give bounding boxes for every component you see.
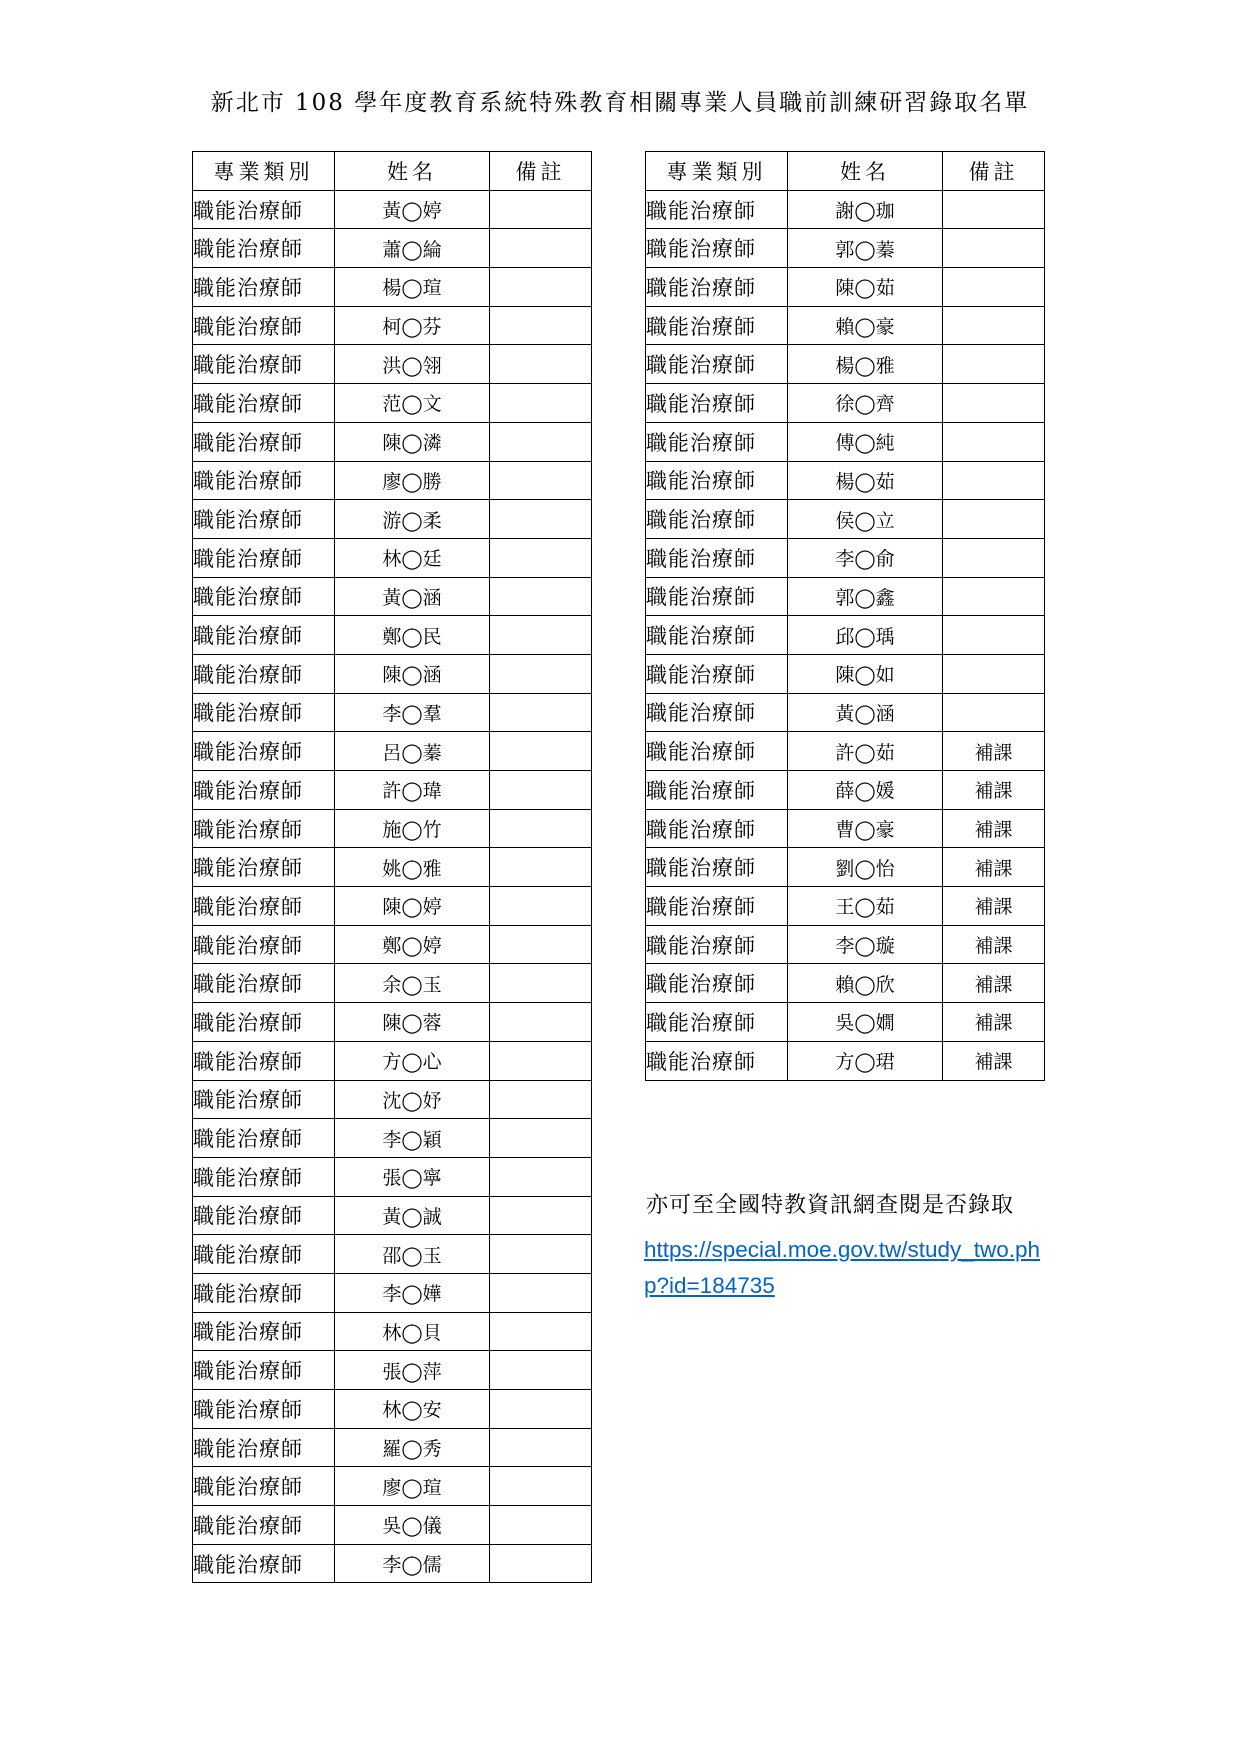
note-cell: [490, 693, 592, 732]
note-cell: [943, 306, 1045, 345]
note-cell: [490, 1312, 592, 1351]
table-row: [193, 1080, 592, 1119]
category-cell: 職能治療師: [193, 809, 335, 848]
note-cell: [490, 1544, 592, 1583]
table-row: [193, 577, 592, 616]
note-cell: [943, 345, 1045, 384]
table-row: [646, 229, 1045, 268]
header-category: 專業類別: [193, 152, 335, 191]
name-cell: 黃◯誠: [335, 1196, 490, 1235]
note-cell: 補課: [943, 964, 1045, 1003]
name-cell: 侯◯立: [788, 500, 943, 539]
note-cell: [490, 1467, 592, 1506]
name-cell: 賴◯豪: [788, 306, 943, 345]
category-cell: 職能治療師: [646, 500, 788, 539]
note-cell: [943, 268, 1045, 307]
note-cell: [490, 809, 592, 848]
note-cell: [490, 1506, 592, 1545]
table-row: [193, 1119, 592, 1158]
name-cell: 楊◯茹: [788, 461, 943, 500]
table-row: [646, 1003, 1045, 1042]
category-cell: 職能治療師: [193, 1003, 335, 1042]
note-cell: [490, 1351, 592, 1390]
category-cell: 職能治療師: [646, 538, 788, 577]
name-cell: 呂◯蓁: [335, 732, 490, 771]
name-cell: 薛◯媛: [788, 771, 943, 810]
name-cell: 郭◯鑫: [788, 577, 943, 616]
note-cell: [943, 538, 1045, 577]
category-cell: 職能治療師: [193, 190, 335, 229]
table-row: [193, 1351, 592, 1390]
name-cell: 羅◯秀: [335, 1428, 490, 1467]
table-row: [646, 422, 1045, 461]
category-cell: 職能治療師: [193, 771, 335, 810]
name-cell: 許◯瑋: [335, 771, 490, 810]
table-row: [193, 461, 592, 500]
header-notes: 備註: [490, 152, 592, 191]
table-row: [646, 964, 1045, 1003]
category-cell: 職能治療師: [646, 422, 788, 461]
name-cell: 柯◯芬: [335, 306, 490, 345]
table-row: [193, 1428, 592, 1467]
table-row: [193, 925, 592, 964]
name-cell: 廖◯勝: [335, 461, 490, 500]
note-cell: [490, 306, 592, 345]
table-row: [193, 1544, 592, 1583]
name-cell: 許◯茹: [788, 732, 943, 771]
name-cell: 曹◯豪: [788, 809, 943, 848]
name-cell: 游◯柔: [335, 500, 490, 539]
name-cell: 楊◯雅: [788, 345, 943, 384]
category-cell: 職能治療師: [193, 654, 335, 693]
table-row: [193, 1506, 592, 1545]
note-cell: [943, 693, 1045, 732]
category-cell: 職能治療師: [193, 1235, 335, 1274]
table-row: [646, 268, 1045, 307]
name-cell: 劉◯怡: [788, 848, 943, 887]
note-cell: 補課: [943, 887, 1045, 926]
table-row: [646, 190, 1045, 229]
name-cell: 楊◯瑄: [335, 268, 490, 307]
category-cell: 職能治療師: [193, 1312, 335, 1351]
table-header-row: [646, 152, 1045, 191]
roster-table-right: [645, 151, 1045, 1081]
name-cell: 李◯俞: [788, 538, 943, 577]
note-cell: [490, 1041, 592, 1080]
name-cell: 余◯玉: [335, 964, 490, 1003]
category-cell: 職能治療師: [193, 732, 335, 771]
table-row: [193, 538, 592, 577]
category-cell: 職能治療師: [646, 345, 788, 384]
category-cell: 職能治療師: [193, 1467, 335, 1506]
category-cell: 職能治療師: [193, 925, 335, 964]
table-row: [193, 732, 592, 771]
note-cell: [490, 1119, 592, 1158]
table-row: [193, 1273, 592, 1312]
category-cell: 職能治療師: [646, 616, 788, 655]
category-cell: 職能治療師: [646, 190, 788, 229]
note-cell: [490, 1273, 592, 1312]
table-row: [193, 229, 592, 268]
note-cell: [490, 616, 592, 655]
table-row: [646, 461, 1045, 500]
table-row: [646, 732, 1045, 771]
table-row: [193, 190, 592, 229]
name-cell: 張◯寧: [335, 1157, 490, 1196]
table-row: [193, 1196, 592, 1235]
note-cell: [943, 461, 1045, 500]
name-cell: 李◯璇: [788, 925, 943, 964]
category-cell: 職能治療師: [646, 461, 788, 500]
name-cell: 黃◯涵: [335, 577, 490, 616]
table-row: [193, 1312, 592, 1351]
category-cell: 職能治療師: [193, 268, 335, 307]
category-cell: 職能治療師: [646, 693, 788, 732]
note-cell: [490, 577, 592, 616]
name-cell: 沈◯妤: [335, 1080, 490, 1119]
category-cell: 職能治療師: [193, 345, 335, 384]
category-cell: 職能治療師: [193, 384, 335, 423]
table-row: [193, 693, 592, 732]
name-cell: 賴◯欣: [788, 964, 943, 1003]
note-cell: 補課: [943, 771, 1045, 810]
category-cell: 職能治療師: [193, 1080, 335, 1119]
note-cell: [490, 384, 592, 423]
note-cell: [490, 964, 592, 1003]
note-cell: [490, 654, 592, 693]
note-cell: [490, 422, 592, 461]
category-cell: 職能治療師: [646, 964, 788, 1003]
name-cell: 廖◯瑄: [335, 1467, 490, 1506]
note-cell: [943, 229, 1045, 268]
category-cell: 職能治療師: [193, 1506, 335, 1545]
category-cell: 職能治療師: [193, 1544, 335, 1583]
note-cell: 補課: [943, 1003, 1045, 1042]
category-cell: 職能治療師: [193, 616, 335, 655]
name-cell: 陳◯茹: [788, 268, 943, 307]
table-row: [646, 848, 1045, 887]
note-cell: [490, 345, 592, 384]
note-cell: [490, 1196, 592, 1235]
category-cell: 職能治療師: [646, 577, 788, 616]
table-row: [193, 268, 592, 307]
note-cell: [490, 1080, 592, 1119]
name-cell: 方◯心: [335, 1041, 490, 1080]
name-cell: 邱◯瑀: [788, 616, 943, 655]
header-notes: 備註: [943, 152, 1045, 191]
category-cell: 職能治療師: [646, 1003, 788, 1042]
category-cell: 職能治療師: [646, 732, 788, 771]
category-cell: 職能治療師: [193, 1041, 335, 1080]
category-cell: 職能治療師: [193, 422, 335, 461]
table-row: [193, 306, 592, 345]
note-cell: [490, 1428, 592, 1467]
table-row: [193, 384, 592, 423]
category-cell: 職能治療師: [646, 654, 788, 693]
note-cell: 補課: [943, 809, 1045, 848]
table-row: [193, 654, 592, 693]
name-cell: 鄭◯民: [335, 616, 490, 655]
category-cell: 職能治療師: [646, 306, 788, 345]
note-cell: [490, 925, 592, 964]
name-cell: 吳◯儀: [335, 1506, 490, 1545]
name-cell: 李◯穎: [335, 1119, 490, 1158]
category-cell: 職能治療師: [193, 461, 335, 500]
category-cell: 職能治療師: [193, 1157, 335, 1196]
category-cell: 職能治療師: [646, 771, 788, 810]
category-cell: 職能治療師: [193, 1390, 335, 1429]
table-row: [193, 1467, 592, 1506]
name-cell: 姚◯雅: [335, 848, 490, 887]
name-cell: 范◯文: [335, 384, 490, 423]
name-cell: 吳◯嫺: [788, 1003, 943, 1042]
category-cell: 職能治療師: [193, 1273, 335, 1312]
note-cell: [490, 771, 592, 810]
note-cell: [490, 1235, 592, 1274]
name-cell: 方◯珺: [788, 1041, 943, 1080]
table-row: [193, 422, 592, 461]
category-cell: 職能治療師: [193, 306, 335, 345]
roster-table-left: [192, 151, 592, 1583]
name-cell: 陳◯如: [788, 654, 943, 693]
note-cell: [490, 732, 592, 771]
note-cell: [490, 1390, 592, 1429]
table-row: [193, 771, 592, 810]
header-category: 專業類別: [646, 152, 788, 191]
note-cell: [943, 654, 1045, 693]
table-row: [646, 345, 1045, 384]
header-name: 姓名: [335, 152, 490, 191]
header-name: 姓名: [788, 152, 943, 191]
name-cell: 郭◯蓁: [788, 229, 943, 268]
name-cell: 邵◯玉: [335, 1235, 490, 1274]
category-cell: 職能治療師: [193, 1351, 335, 1390]
note-cell: [490, 461, 592, 500]
category-cell: 職能治療師: [646, 887, 788, 926]
note-cell: [943, 500, 1045, 539]
name-cell: 蕭◯綸: [335, 229, 490, 268]
note-cell: [943, 616, 1045, 655]
table-row: [193, 887, 592, 926]
note-cell: [490, 887, 592, 926]
name-cell: 林◯廷: [335, 538, 490, 577]
category-cell: 職能治療師: [193, 500, 335, 539]
table-row: [646, 1041, 1045, 1080]
lookup-note: 亦可至全國特教資訊網查閱是否錄取: [646, 1193, 1015, 1218]
table-row: [646, 616, 1045, 655]
table-row: [193, 1157, 592, 1196]
table-row: [193, 809, 592, 848]
name-cell: 林◯貝: [335, 1312, 490, 1351]
table-row: [646, 500, 1045, 539]
note-cell: [490, 268, 592, 307]
note-cell: 補課: [943, 925, 1045, 964]
table-row: [193, 1235, 592, 1274]
name-cell: 鄭◯婷: [335, 925, 490, 964]
category-cell: 職能治療師: [193, 229, 335, 268]
note-cell: [490, 229, 592, 268]
category-cell: 職能治療師: [193, 887, 335, 926]
table-row: [193, 848, 592, 887]
category-cell: 職能治療師: [193, 538, 335, 577]
table-row: [193, 964, 592, 1003]
name-cell: 張◯萍: [335, 1351, 490, 1390]
name-cell: 王◯茹: [788, 887, 943, 926]
name-cell: 傅◯純: [788, 422, 943, 461]
table-row: [646, 577, 1045, 616]
name-cell: 黃◯婷: [335, 190, 490, 229]
table-row: [646, 925, 1045, 964]
name-cell: 陳◯涵: [335, 654, 490, 693]
name-cell: 謝◯珈: [788, 190, 943, 229]
table-row: [193, 500, 592, 539]
name-cell: 徐◯齊: [788, 384, 943, 423]
category-cell: 職能治療師: [646, 229, 788, 268]
table-row: [646, 538, 1045, 577]
note-cell: [490, 1157, 592, 1196]
table-row: [646, 654, 1045, 693]
category-cell: 職能治療師: [193, 848, 335, 887]
category-cell: 職能治療師: [193, 1428, 335, 1467]
table-row: [646, 306, 1045, 345]
table-row: [193, 1041, 592, 1080]
table-row: [646, 693, 1045, 732]
category-cell: 職能治療師: [646, 809, 788, 848]
category-cell: 職能治療師: [193, 1119, 335, 1158]
category-cell: 職能治療師: [646, 384, 788, 423]
note-cell: [943, 384, 1045, 423]
name-cell: 施◯竹: [335, 809, 490, 848]
note-cell: [943, 577, 1045, 616]
name-cell: 李◯儒: [335, 1544, 490, 1583]
name-cell: 陳◯潾: [335, 422, 490, 461]
category-cell: 職能治療師: [193, 577, 335, 616]
name-cell: 李◯羣: [335, 693, 490, 732]
note-cell: [490, 500, 592, 539]
table-row: [646, 809, 1045, 848]
table-row: [193, 616, 592, 655]
name-cell: 林◯安: [335, 1390, 490, 1429]
category-cell: 職能治療師: [646, 1041, 788, 1080]
note-cell: [943, 190, 1045, 229]
category-cell: 職能治療師: [193, 1196, 335, 1235]
name-cell: 李◯嬅: [335, 1273, 490, 1312]
note-cell: [490, 538, 592, 577]
category-cell: 職能治療師: [193, 693, 335, 732]
category-cell: 職能治療師: [193, 964, 335, 1003]
note-cell: [490, 1003, 592, 1042]
table-row: [193, 1003, 592, 1042]
note-cell: 補課: [943, 848, 1045, 887]
name-cell: 黃◯涵: [788, 693, 943, 732]
name-cell: 陳◯蓉: [335, 1003, 490, 1042]
table-header-row: [193, 152, 592, 191]
table-row: [646, 771, 1045, 810]
category-cell: 職能治療師: [646, 925, 788, 964]
name-cell: 洪◯翎: [335, 345, 490, 384]
category-cell: 職能治療師: [646, 268, 788, 307]
table-row: [193, 345, 592, 384]
category-cell: 職能治療師: [646, 848, 788, 887]
table-row: [193, 1390, 592, 1429]
note-cell: 補課: [943, 732, 1045, 771]
note-cell: 補課: [943, 1041, 1045, 1080]
table-row: [646, 384, 1045, 423]
lookup-link[interactable]: https://special.moe.gov.tw/study_two.php?id=184735: [644, 1237, 1041, 1298]
table-row: [646, 887, 1045, 926]
page-title: 新北市 108 學年度教育系統特殊教育相關專業人員職前訓練研習錄取名單: [210, 90, 1030, 116]
name-cell: 陳◯婷: [335, 887, 490, 926]
note-cell: [490, 848, 592, 887]
note-cell: [943, 422, 1045, 461]
note-cell: [490, 190, 592, 229]
